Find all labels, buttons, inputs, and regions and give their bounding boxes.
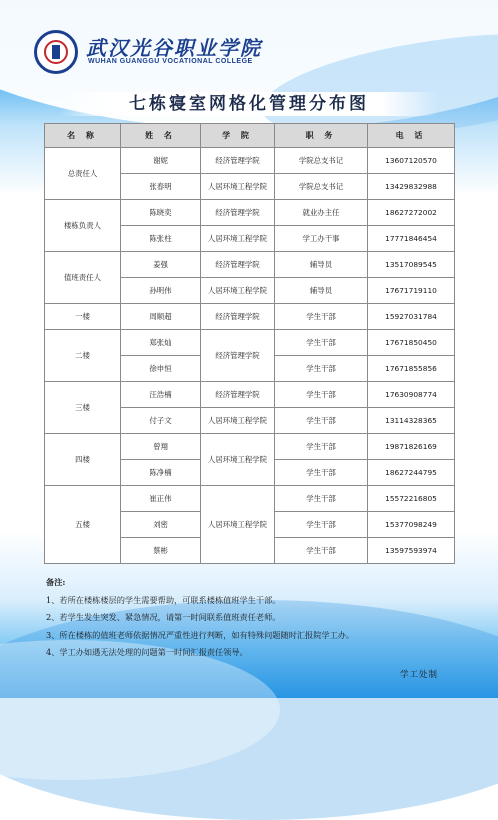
- person-cell: 曾翔: [121, 434, 201, 460]
- person-cell: 孙明伟: [121, 278, 201, 304]
- group-name-cell: 五楼: [45, 486, 121, 564]
- duty-cell: 就业办主任: [275, 200, 368, 226]
- management-table: [44, 123, 454, 564]
- person-cell: 郑张灿: [121, 330, 201, 356]
- phone-cell: 13114328365: [368, 408, 455, 434]
- college-cell: 经济管理学院: [201, 200, 275, 226]
- phone-cell: 13429832988: [368, 174, 455, 200]
- college-cell: 经济管理学院: [201, 304, 275, 330]
- duty-cell: 辅导员: [275, 252, 368, 278]
- phone-cell: 17671850450: [368, 330, 455, 356]
- phone-cell: 13597593974: [368, 538, 455, 564]
- person-cell: 姜强: [121, 252, 201, 278]
- college-cell: 人居环境工程学院: [201, 434, 275, 486]
- phone-cell: 17771846454: [368, 226, 455, 252]
- phone-cell: 15572216805: [368, 486, 455, 512]
- duty-cell: 学生干部: [275, 382, 368, 408]
- phone-cell: 15927031784: [368, 304, 455, 330]
- phone-cell: 19871826169: [368, 434, 455, 460]
- group-name-cell: 一楼: [45, 304, 121, 330]
- issuer-signature: 学工处制: [400, 670, 439, 680]
- duty-cell: 学生干部: [275, 408, 368, 434]
- duty-cell: 学院总支书记: [275, 148, 368, 174]
- header-college: 学 院: [201, 124, 275, 148]
- note-item: 3、所在楼栋的值班老师依据情况严重性进行判断，如有特殊问题随时汇报院学工办。: [46, 629, 355, 640]
- header-name: 名 称: [45, 124, 121, 148]
- duty-cell: 学生干部: [275, 356, 368, 382]
- school-name-en: WUHAN GUANGGU VOCATIONAL COLLEGE: [88, 58, 253, 65]
- phone-cell: 17671719110: [368, 278, 455, 304]
- table-row: [45, 330, 455, 356]
- college-cell: 经济管理学院: [201, 252, 275, 278]
- phone-cell: 13607120570: [368, 148, 455, 174]
- duty-cell: 学生干部: [275, 486, 368, 512]
- note-item: 4、学工办如遇无法处理的问题第一时间汇报责任领导。: [46, 647, 248, 657]
- table-row: [45, 434, 455, 460]
- duty-cell: 学工办干事: [275, 226, 368, 252]
- college-cell: 人居环境工程学院: [201, 486, 275, 564]
- header-person: 姓 名: [121, 124, 201, 148]
- duty-cell: 辅导员: [275, 278, 368, 304]
- table-row: [45, 486, 455, 512]
- college-cell: 人居环境工程学院: [201, 226, 275, 252]
- group-name-cell: 楼栋负责人: [45, 200, 121, 252]
- person-cell: 刘密: [121, 512, 201, 538]
- poster-title: 七栋寝室网格化管理分布图: [129, 94, 369, 114]
- person-cell: 崔正伟: [121, 486, 201, 512]
- person-cell: 徐申恒: [121, 356, 201, 382]
- person-cell: 张春明: [121, 174, 201, 200]
- table-row: [45, 304, 455, 330]
- note-item: 2、若学生发生突发、紧急情况，请第一时间联系值班责任老师。: [46, 612, 281, 622]
- note-item: 1、若所在楼栋楼层的学生需要帮助，可联系楼栋值班学生干部。: [46, 594, 281, 605]
- college-cell: 人居环境工程学院: [201, 174, 275, 200]
- college-cell: 经济管理学院: [201, 382, 275, 408]
- group-name-cell: 二楼: [45, 330, 121, 382]
- table-row: [45, 382, 455, 408]
- duty-cell: 学院总支书记: [275, 174, 368, 200]
- person-cell: 谢妮: [121, 148, 201, 174]
- phone-cell: 15377098249: [368, 512, 455, 538]
- college-cell: 人居环境工程学院: [201, 408, 275, 434]
- college-cell: 经济管理学院: [201, 148, 275, 174]
- phone-cell: 18627244795: [368, 460, 455, 486]
- person-cell: 周顺超: [121, 304, 201, 330]
- person-cell: 付子文: [121, 408, 201, 434]
- person-cell: 陈张柱: [121, 226, 201, 252]
- person-cell: 汪浩楠: [121, 382, 201, 408]
- duty-cell: 学生干部: [275, 538, 368, 564]
- group-name-cell: 四楼: [45, 434, 121, 486]
- table-row: [45, 200, 455, 226]
- college-cell: 人居环境工程学院: [201, 278, 275, 304]
- phone-cell: 17671855856: [368, 356, 455, 382]
- school-seal-icon: [34, 30, 78, 74]
- notes-section: [46, 574, 466, 662]
- header-duty: 职 务: [275, 124, 368, 148]
- duty-cell: 学生干部: [275, 512, 368, 538]
- duty-cell: 学生干部: [275, 330, 368, 356]
- poster-title-bar: [60, 92, 438, 116]
- phone-cell: 13517089545: [368, 252, 455, 278]
- phone-cell: 17630908774: [368, 382, 455, 408]
- phone-cell: 18627272002: [368, 200, 455, 226]
- table-row: [45, 252, 455, 278]
- person-cell: 蔡彬: [121, 538, 201, 564]
- duty-cell: 学生干部: [275, 434, 368, 460]
- school-logo: [34, 30, 284, 80]
- table-body: [45, 148, 455, 564]
- person-cell: 陈晓奕: [121, 200, 201, 226]
- header-phone: 电 话: [368, 124, 455, 148]
- group-name-cell: 三楼: [45, 382, 121, 434]
- duty-cell: 学生干部: [275, 304, 368, 330]
- college-cell: 经济管理学院: [201, 330, 275, 382]
- group-name-cell: 总责任人: [45, 148, 121, 200]
- notes-heading: 备注:: [46, 577, 66, 587]
- duty-cell: 学生干部: [275, 460, 368, 486]
- table-row: [45, 148, 455, 174]
- table-header-row: [45, 124, 455, 148]
- person-cell: 陈净楠: [121, 460, 201, 486]
- grid-table: [44, 123, 455, 564]
- group-name-cell: 值班责任人: [45, 252, 121, 304]
- school-name-cn: 武汉光谷职业学院: [86, 36, 262, 60]
